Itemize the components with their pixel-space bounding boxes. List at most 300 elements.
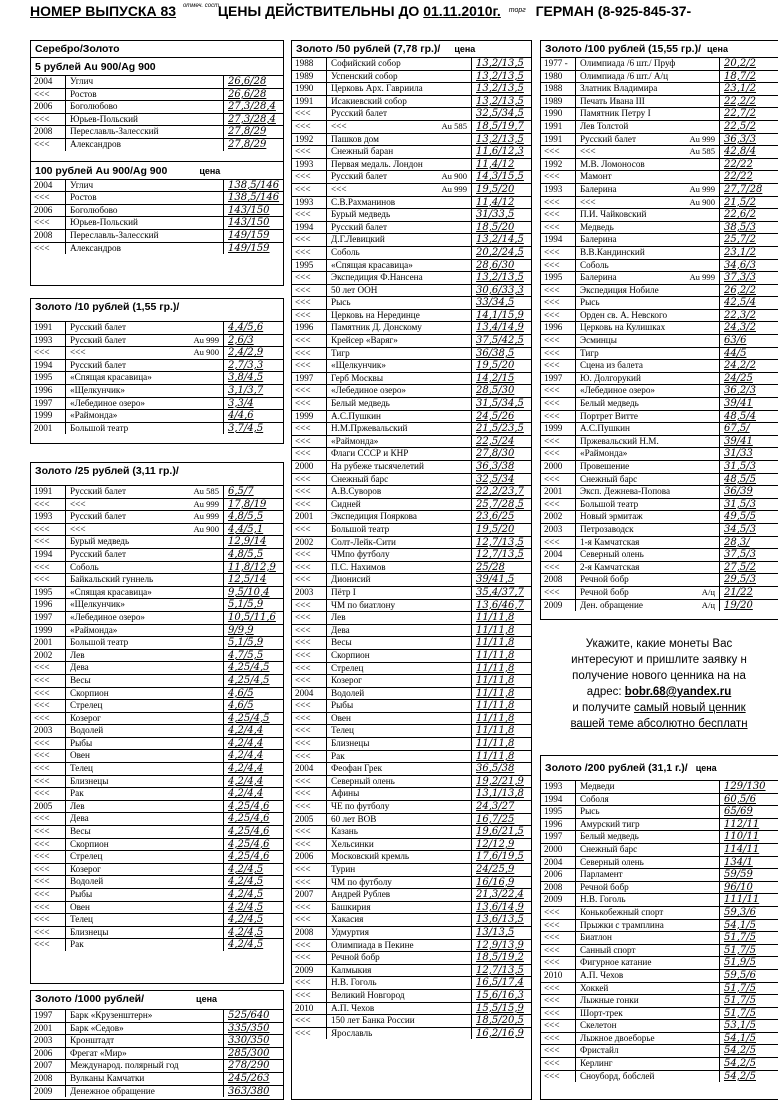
name-cell bbox=[576, 1058, 719, 1070]
table-row bbox=[292, 183, 531, 196]
table-row bbox=[541, 536, 778, 549]
table-row bbox=[292, 460, 531, 473]
table-row bbox=[31, 548, 283, 561]
year-cell: <<< bbox=[541, 385, 576, 397]
coin-name: Успенский собор bbox=[331, 70, 398, 81]
table-row bbox=[292, 447, 531, 460]
alloy-label: Au 999 bbox=[689, 272, 715, 283]
price-cell: 19,5/20 bbox=[471, 524, 531, 536]
coin-name: Овен bbox=[70, 901, 90, 912]
coin-name: Калмыкия bbox=[331, 964, 372, 975]
name-cell bbox=[327, 1003, 471, 1015]
coin-name: Медведь bbox=[580, 221, 614, 232]
email-link[interactable]: bobr.68@yandex.ru bbox=[624, 686, 732, 698]
name-cell bbox=[66, 939, 223, 951]
coin-name: Софийский собор bbox=[331, 58, 401, 68]
table-row bbox=[541, 906, 778, 919]
price-cell: 4,2/4,5 bbox=[223, 927, 283, 939]
name-cell bbox=[576, 272, 719, 284]
coin-name: «Щелкунчик» bbox=[331, 360, 386, 371]
year-cell: <<< bbox=[541, 171, 576, 183]
year-cell: 2003 bbox=[31, 1035, 66, 1047]
table-row bbox=[31, 1034, 283, 1047]
table-row bbox=[292, 1014, 531, 1027]
table-row bbox=[31, 1072, 283, 1085]
name-cell bbox=[327, 952, 471, 964]
price-cell: 16,7/25 bbox=[471, 814, 531, 826]
year-cell: <<< bbox=[292, 272, 327, 284]
name-cell bbox=[576, 781, 719, 793]
price-cell: 2,6/3 bbox=[223, 335, 283, 347]
name-cell bbox=[576, 197, 719, 209]
coin-name: Близнецы bbox=[70, 775, 109, 786]
table-row bbox=[541, 856, 778, 869]
coin-name: Ярославль bbox=[331, 1027, 373, 1038]
year-cell: <<< bbox=[541, 1071, 576, 1083]
price-cell: 11/11,8 bbox=[471, 725, 531, 737]
year-cell: 1997 bbox=[541, 373, 576, 385]
price-cell: 51,7/5 bbox=[719, 995, 778, 1007]
table-row bbox=[292, 863, 531, 876]
table-row bbox=[31, 749, 283, 762]
price-cell: 4,2/4,5 bbox=[223, 914, 283, 926]
table-row bbox=[292, 196, 531, 209]
name-cell bbox=[576, 134, 719, 146]
price-cell: 59,3/6 bbox=[719, 907, 778, 919]
year-cell: 1993 bbox=[292, 159, 327, 171]
name-cell bbox=[576, 448, 719, 460]
table-row bbox=[541, 435, 778, 448]
year-cell: <<< bbox=[31, 889, 66, 901]
name-cell bbox=[327, 688, 471, 700]
name-cell bbox=[327, 197, 471, 209]
price-cell: 24,2/2 bbox=[719, 360, 778, 372]
coin-name: Переславль-Залесский bbox=[70, 229, 159, 240]
alloy-label: Au 999 bbox=[441, 183, 467, 194]
rows-silver-5 bbox=[31, 75, 283, 151]
name-cell bbox=[327, 851, 471, 863]
year-cell: <<< bbox=[292, 247, 327, 259]
price-cell: 26,6/28 bbox=[223, 89, 283, 101]
year-cell: <<< bbox=[292, 725, 327, 737]
name-cell bbox=[66, 1073, 223, 1085]
name-cell bbox=[576, 335, 719, 347]
year-cell: <<< bbox=[31, 688, 66, 700]
price-cell: 21,5/23,5 bbox=[471, 423, 531, 435]
coin-name: 2-я Камчатская bbox=[580, 561, 640, 572]
price-cell: 51,7/5 bbox=[719, 932, 778, 944]
name-cell bbox=[576, 995, 719, 1007]
year-cell: <<< bbox=[31, 217, 66, 229]
table-row bbox=[31, 624, 283, 637]
table-row bbox=[541, 158, 778, 171]
price-cell: 13,6/14,9 bbox=[471, 902, 531, 914]
name-cell bbox=[66, 688, 223, 700]
price-cell: 24,3/27 bbox=[471, 801, 531, 813]
year-cell: 2008 bbox=[31, 230, 66, 242]
coin-name: Близнецы bbox=[70, 926, 109, 937]
price-cell: 18,7/2 bbox=[719, 71, 778, 83]
coin-name: Эсминцы bbox=[580, 335, 617, 346]
price-cell: 24,3/2 bbox=[719, 322, 778, 334]
price-cell: 22,5/2 bbox=[719, 121, 778, 133]
table-row bbox=[31, 561, 283, 574]
alloy-label: Au 585 bbox=[689, 146, 715, 157]
coin-name: Стрелец bbox=[331, 662, 364, 673]
table-row bbox=[31, 371, 283, 384]
name-cell bbox=[66, 101, 223, 113]
year-cell: <<< bbox=[292, 914, 327, 926]
year-cell: 1995 bbox=[31, 372, 66, 384]
coin-name: Тигр bbox=[331, 347, 350, 358]
year-cell: 2001 bbox=[292, 511, 327, 523]
coin-name: Скорпион bbox=[331, 649, 370, 660]
table-row bbox=[541, 1070, 778, 1083]
price-cell: 9,5/10,4 bbox=[223, 587, 283, 599]
price-cell: 4,25/4,5 bbox=[223, 675, 283, 687]
price-cell: 4,2/4,4 bbox=[223, 763, 283, 775]
coin-name: Н.В. Гоголь bbox=[580, 894, 626, 905]
name-cell bbox=[327, 310, 471, 322]
table-row bbox=[31, 179, 283, 192]
coin-name: Бурый медведь bbox=[331, 209, 391, 220]
coin-name: Бурый медведь bbox=[70, 536, 130, 547]
year-cell: 2002 bbox=[31, 650, 66, 662]
table-row bbox=[541, 843, 778, 856]
coin-name: «Спящая красавица» bbox=[70, 372, 152, 383]
table-row bbox=[31, 938, 283, 951]
table-row bbox=[541, 221, 778, 234]
coin-name: «Щелкунчик» bbox=[70, 384, 125, 395]
price-cell: 363/380 bbox=[223, 1086, 283, 1098]
coin-name: Русский балет bbox=[580, 133, 636, 144]
price-cell: 31,5/3 bbox=[719, 499, 778, 511]
table-row bbox=[292, 321, 531, 334]
name-cell bbox=[66, 1060, 223, 1072]
section-silver-gold bbox=[30, 40, 284, 286]
name-cell bbox=[66, 89, 223, 101]
year-cell: 2010 bbox=[541, 970, 576, 982]
year-cell: <<< bbox=[31, 864, 66, 876]
price-cell: 4,8/5,5 bbox=[223, 511, 283, 523]
price-cell: 13,6/13,5 bbox=[471, 914, 531, 926]
price-cell: 14,2/15 bbox=[471, 373, 531, 385]
coin-name: Ростов bbox=[70, 88, 97, 99]
coin-name: Портрет Витте bbox=[580, 410, 638, 421]
table-row bbox=[541, 334, 778, 347]
info-line: и получите самый новый ценник bbox=[572, 702, 746, 714]
table-row bbox=[292, 70, 531, 83]
name-cell bbox=[66, 398, 223, 410]
table-row bbox=[292, 410, 531, 423]
table-row bbox=[541, 183, 778, 196]
table-row bbox=[31, 674, 283, 687]
name-cell bbox=[327, 801, 471, 813]
price-cell: 67,5/ bbox=[719, 423, 778, 435]
price-cell: 34,6/3 bbox=[719, 260, 778, 272]
year-cell: 2003 bbox=[292, 587, 327, 599]
year-cell: <<< bbox=[31, 902, 66, 914]
table-row bbox=[292, 573, 531, 586]
coin-name: Златник Владимира bbox=[580, 83, 658, 94]
coin-name: А.П. Чехов bbox=[580, 969, 624, 980]
year-cell: <<< bbox=[541, 209, 576, 221]
table-row bbox=[292, 712, 531, 725]
table-row bbox=[292, 888, 531, 901]
table-row bbox=[292, 624, 531, 637]
table-row bbox=[31, 422, 283, 435]
year-cell: 1995 bbox=[541, 806, 576, 818]
name-cell bbox=[327, 108, 471, 120]
table-row bbox=[292, 775, 531, 788]
coin-name: Телец bbox=[70, 914, 93, 925]
price-cell: 22,2/2 bbox=[719, 96, 778, 108]
name-cell bbox=[327, 511, 471, 523]
price-cell: 18,5/20 bbox=[471, 222, 531, 234]
price-cell: 27,8/29 bbox=[223, 126, 283, 138]
year-cell: <<< bbox=[541, 260, 576, 272]
price-cell: 36,3/3 bbox=[719, 134, 778, 146]
name-cell bbox=[576, 436, 719, 448]
section-gold-50 bbox=[291, 40, 532, 1100]
table-row bbox=[292, 233, 531, 246]
table-row bbox=[292, 397, 531, 410]
price-cell: 54,2/5 bbox=[719, 1071, 778, 1083]
coin-name: 60 лет ВОВ bbox=[331, 813, 377, 824]
year-cell: <<< bbox=[541, 146, 576, 158]
price-cell: 36/38,5 bbox=[471, 348, 531, 360]
name-cell bbox=[327, 423, 471, 435]
name-cell bbox=[66, 700, 223, 712]
price-cell: 24/25,9 bbox=[471, 864, 531, 876]
coin-name: А.С.Пушкин bbox=[580, 423, 630, 434]
year-cell: 2009 bbox=[541, 600, 576, 612]
name-cell bbox=[576, 322, 719, 334]
table-row bbox=[292, 737, 531, 750]
name-cell bbox=[327, 247, 471, 259]
name-cell bbox=[576, 71, 719, 83]
year-cell: <<< bbox=[292, 713, 327, 725]
price-cell: 19,6/21,5 bbox=[471, 826, 531, 838]
year-cell: <<< bbox=[31, 574, 66, 586]
price-cell: 27,8/30 bbox=[471, 448, 531, 460]
price-cell: 54,2/5 bbox=[719, 1045, 778, 1057]
year-cell: <<< bbox=[541, 1058, 576, 1070]
coin-name: Лев bbox=[70, 800, 85, 811]
table-row bbox=[31, 1085, 283, 1098]
name-cell bbox=[66, 851, 223, 863]
year-cell: 2006 bbox=[541, 869, 576, 881]
year-cell: <<< bbox=[292, 385, 327, 397]
coin-name: Большой театр bbox=[70, 422, 129, 433]
table-row bbox=[292, 523, 531, 536]
year-cell: 2009 bbox=[292, 965, 327, 977]
table-row bbox=[292, 372, 531, 385]
table-row bbox=[541, 359, 778, 372]
table-row bbox=[31, 787, 283, 800]
year-cell: <<< bbox=[541, 360, 576, 372]
table-row bbox=[292, 145, 531, 158]
year-cell: 1996 bbox=[292, 322, 327, 334]
coin-name: Первая медаль. Лондон bbox=[331, 158, 423, 169]
table-row bbox=[292, 158, 531, 171]
year-cell: <<< bbox=[541, 411, 576, 423]
name-cell bbox=[576, 360, 719, 372]
name-cell bbox=[576, 549, 719, 561]
name-cell bbox=[576, 184, 719, 196]
year-cell: 2004 bbox=[541, 549, 576, 561]
coin-name: Ю. Долгорукий bbox=[580, 372, 641, 383]
coin-name: Переславль-Залесский bbox=[70, 126, 159, 137]
name-cell bbox=[327, 209, 471, 221]
table-row bbox=[31, 800, 283, 813]
year-cell: 2004 bbox=[541, 857, 576, 869]
price-cell: 11/11,8 bbox=[471, 612, 531, 624]
year-cell: <<< bbox=[31, 713, 66, 725]
coin-name: Весы bbox=[331, 637, 352, 648]
name-cell bbox=[66, 423, 223, 435]
name-cell bbox=[576, 373, 719, 385]
price-cell: 25,7/2 bbox=[719, 234, 778, 246]
coin-name: Рак bbox=[331, 750, 345, 761]
name-cell bbox=[66, 536, 223, 548]
coin-name: Лев bbox=[70, 649, 85, 660]
table-row bbox=[292, 662, 531, 675]
table-row bbox=[31, 1047, 283, 1060]
year-cell: 1991 bbox=[292, 96, 327, 108]
coin-name: Соболь bbox=[331, 246, 360, 257]
coin-name: Боголюбово bbox=[70, 204, 118, 215]
price-cell: 4,2/4,5 bbox=[223, 864, 283, 876]
coin-name: Речной бобр bbox=[580, 586, 629, 597]
coin-name: Орден св. А. Невского bbox=[580, 309, 668, 320]
valid-date: 01.11.2010г. bbox=[423, 3, 501, 19]
price-cell: 4,2/4,4 bbox=[223, 725, 283, 737]
coin-name: Кронштадт bbox=[70, 1035, 115, 1046]
table-row bbox=[292, 989, 531, 1002]
table-row bbox=[541, 818, 778, 831]
year-cell: <<< bbox=[292, 625, 327, 637]
table-row bbox=[292, 485, 531, 498]
price-cell: 112/11 bbox=[719, 819, 778, 831]
price-cell: 59/59 bbox=[719, 869, 778, 881]
coin-name: Лев Толстой bbox=[580, 120, 629, 131]
coin-name: Конькобежный спорт bbox=[580, 906, 664, 917]
price-cell: 21/22 bbox=[719, 587, 778, 599]
name-cell bbox=[327, 499, 471, 511]
coin-name: Лыжное двоеборье bbox=[580, 1032, 655, 1043]
price-cell: 26,6/28 bbox=[223, 76, 283, 88]
year-cell: 1988 bbox=[292, 58, 327, 70]
coin-name: Андрей Рублев bbox=[331, 889, 391, 900]
table-row bbox=[31, 825, 283, 838]
year-cell: <<< bbox=[31, 536, 66, 548]
name-cell bbox=[66, 788, 223, 800]
year-cell: <<< bbox=[541, 995, 576, 1007]
year-cell: <<< bbox=[292, 310, 327, 322]
price-cell: 51,7/5 bbox=[719, 945, 778, 957]
year-cell: <<< bbox=[31, 243, 66, 255]
year-cell: 2007 bbox=[31, 1060, 66, 1072]
price-cell: 22,6/2 bbox=[719, 209, 778, 221]
price-cell: 27,8/29 bbox=[223, 139, 283, 151]
coin-name: П.И. Чайковский bbox=[580, 209, 647, 220]
issue-number: НОМЕР ВЫПУСКА 83 bbox=[30, 3, 177, 19]
coin-name: А.С.Пушкин bbox=[331, 410, 381, 421]
table-row bbox=[541, 498, 778, 511]
price-cell: 138,5/146 bbox=[223, 180, 283, 192]
table-row bbox=[541, 460, 778, 473]
name-cell bbox=[66, 927, 223, 939]
coin-name: <<< bbox=[331, 120, 347, 131]
coin-name: Московский кремль bbox=[331, 851, 410, 862]
name-cell bbox=[576, 537, 719, 549]
table-row bbox=[31, 1009, 283, 1022]
table-row bbox=[292, 750, 531, 763]
name-cell bbox=[327, 738, 471, 750]
year-cell: <<< bbox=[292, 423, 327, 435]
price-cell: 11/11,8 bbox=[471, 650, 531, 662]
coin-name: 50 лет ООН bbox=[331, 284, 378, 295]
name-cell bbox=[66, 763, 223, 775]
price-cell: 39/41,5 bbox=[471, 574, 531, 586]
table-row bbox=[541, 259, 778, 272]
year-cell: 1980 bbox=[541, 71, 576, 83]
coin-name: Снежный барс bbox=[580, 843, 638, 854]
year-cell: <<< bbox=[541, 983, 576, 995]
table-row bbox=[292, 951, 531, 964]
year-cell: <<< bbox=[292, 612, 327, 624]
year-cell: <<< bbox=[292, 486, 327, 498]
year-cell: <<< bbox=[541, 398, 576, 410]
table-row bbox=[31, 359, 283, 372]
coin-name: Санный спорт bbox=[580, 944, 636, 955]
year-cell: <<< bbox=[292, 776, 327, 788]
table-row bbox=[31, 204, 283, 217]
name-cell bbox=[576, 920, 719, 932]
price-cell: 48,5/5 bbox=[719, 474, 778, 486]
year-cell: <<< bbox=[292, 751, 327, 763]
name-cell bbox=[66, 750, 223, 762]
name-cell bbox=[327, 927, 471, 939]
year-cell: <<< bbox=[31, 562, 66, 574]
table-row bbox=[31, 838, 283, 851]
name-cell bbox=[66, 625, 223, 637]
name-cell bbox=[576, 1020, 719, 1032]
table-row bbox=[541, 1007, 778, 1020]
year-cell: 1994 bbox=[31, 549, 66, 561]
price-cell: 12,7/13,5 bbox=[471, 549, 531, 561]
name-cell bbox=[327, 574, 471, 586]
name-cell bbox=[327, 940, 471, 952]
table-row bbox=[292, 825, 531, 838]
name-cell bbox=[576, 285, 719, 297]
coin-name: Олимпиада в Пекине bbox=[331, 939, 414, 950]
table-row bbox=[31, 812, 283, 825]
name-cell bbox=[576, 983, 719, 995]
price-cell: 12,7/13,5 bbox=[471, 537, 531, 549]
table-row bbox=[31, 649, 283, 662]
table-row bbox=[292, 611, 531, 624]
price-cell: 37,5/42,5 bbox=[471, 335, 531, 347]
year-cell: <<< bbox=[541, 436, 576, 448]
year-cell: 1992 bbox=[292, 134, 327, 146]
coin-name: Весы bbox=[70, 674, 91, 685]
alloy-label: А/ц bbox=[701, 599, 715, 610]
coin-name: Соболя bbox=[580, 793, 609, 804]
name-cell bbox=[576, 146, 719, 158]
name-cell bbox=[327, 448, 471, 460]
